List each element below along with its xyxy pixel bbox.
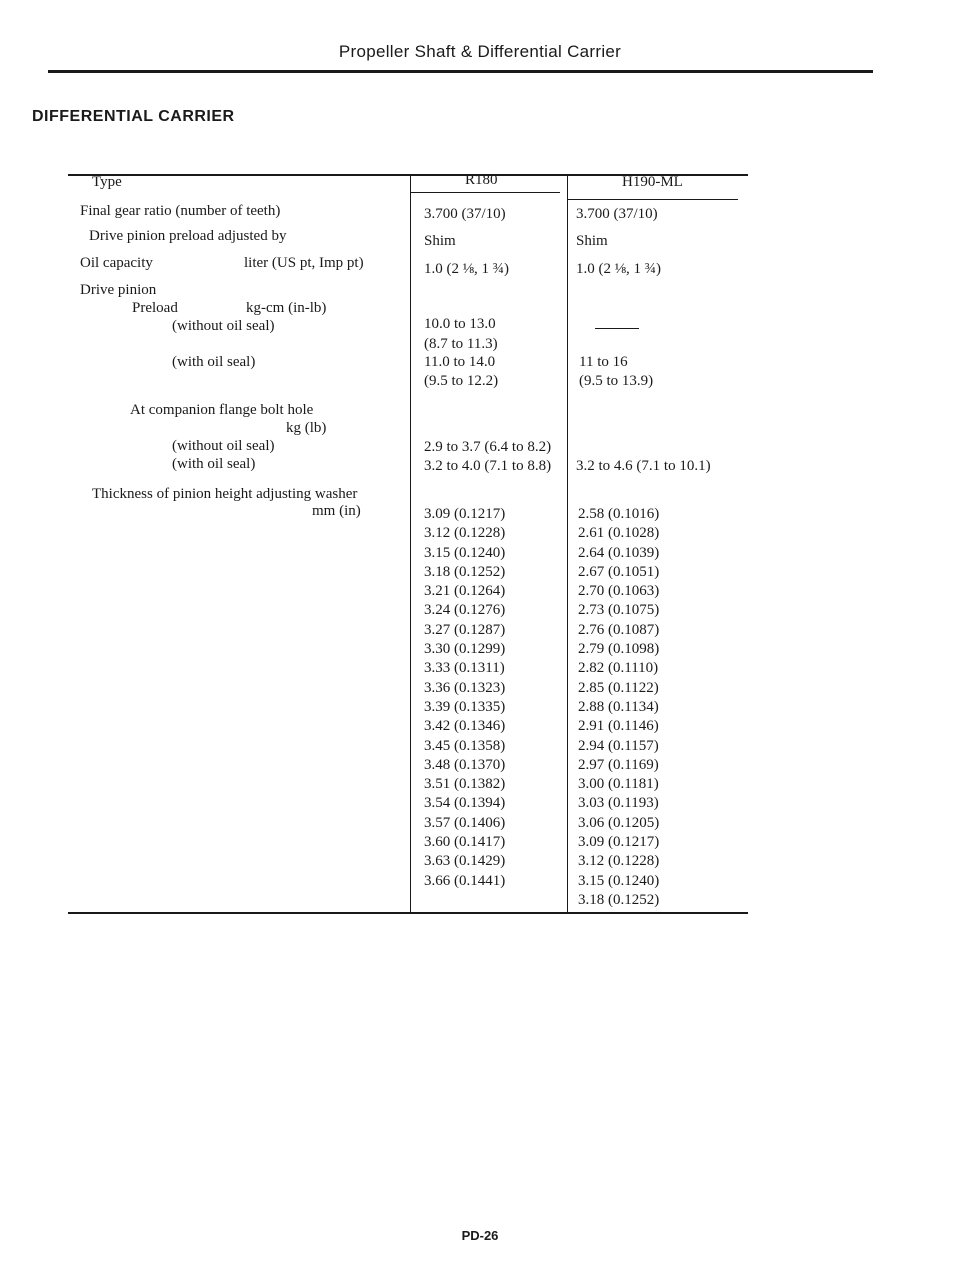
drive-pinion-label: Drive pinion: [80, 282, 157, 298]
column-divider-right: [567, 176, 568, 913]
page-number: PD-26: [461, 1228, 499, 1243]
oil-capacity-r180: 1.0 (2 ⅛, 1 ¾): [424, 261, 509, 277]
flange-with-seal-label: (with oil seal): [172, 456, 256, 472]
washer-value: 3.54 (0.1394): [424, 795, 506, 812]
washer-value: 2.94 (0.1157): [578, 737, 659, 754]
washer-value: 3.18 (0.1252): [578, 891, 660, 908]
header-rule: [48, 70, 873, 73]
preload-with-seal-h190-a: 11 to 16: [579, 354, 628, 370]
washer-value: 3.21 (0.1264): [424, 583, 506, 600]
header-underline-h190: [568, 199, 738, 200]
header-underline-r180: [410, 192, 560, 193]
flange-with-seal-r180: 3.2 to 4.0 (7.1 to 8.8): [424, 458, 552, 474]
preload-with-seal-h190-b: (9.5 to 13.9): [579, 373, 654, 389]
washer-value: 3.66 (0.1441): [424, 872, 506, 889]
washer-value: 2.79 (0.1098): [578, 641, 660, 658]
washer-value: 3.63 (0.1429): [424, 853, 506, 870]
companion-flange-unit: kg (lb): [286, 420, 327, 436]
washer-value: 2.64 (0.1039): [578, 544, 660, 561]
final-gear-ratio-h190: 3.700 (37/10): [576, 206, 658, 222]
washer-value: 3.09 (0.1217): [578, 834, 660, 851]
washer-value: 2.97 (0.1169): [578, 756, 659, 773]
preload-with-seal-r180-b: (9.5 to 12.2): [424, 373, 499, 389]
washer-r180-list: [424, 505, 505, 891]
oil-capacity-label: Oil capacity: [80, 255, 153, 271]
oil-capacity-unit: liter (US pt, Imp pt): [244, 255, 364, 271]
final-gear-ratio-label: Final gear ratio (number of teeth): [80, 203, 281, 219]
preload-label: Preload: [132, 300, 178, 316]
washer-value: 3.33 (0.1311): [424, 660, 505, 677]
washer-value: 2.61 (0.1028): [578, 525, 660, 542]
washer-value: 3.36 (0.1323): [424, 679, 506, 696]
washer-value: 3.00 (0.1181): [578, 776, 659, 793]
washer-value: 3.27 (0.1287): [424, 621, 506, 638]
preload-with-seal-r180-a: 11.0 to 14.0: [424, 354, 496, 370]
pinion-preload-adjust-r180: Shim: [424, 233, 456, 249]
companion-flange-label: At companion flange bolt hole: [130, 402, 314, 418]
washer-value: 2.85 (0.1122): [578, 679, 659, 696]
oil-capacity-h190: 1.0 (2 ⅛, 1 ¾): [576, 261, 661, 277]
washer-value: 3.30 (0.1299): [424, 641, 506, 658]
washer-value: 2.82 (0.1110): [578, 660, 659, 677]
washer-value: 2.76 (0.1087): [578, 621, 660, 638]
washer-value: 3.42 (0.1346): [424, 718, 506, 735]
washer-value: 2.88 (0.1134): [578, 698, 659, 715]
washer-value: 2.91 (0.1146): [578, 718, 659, 735]
washer-h190-list: [578, 505, 659, 910]
preload-without-seal-h190-dash: [595, 328, 639, 329]
page-header-title: Propeller Shaft & Differential Carrier: [338, 42, 622, 61]
washer-thickness-label: Thickness of pinion height adjusting washer: [92, 486, 358, 502]
washer-value: 3.06 (0.1205): [578, 814, 660, 831]
preload-without-seal-r180-b: (8.7 to 11.3): [424, 336, 498, 352]
washer-value: 3.09 (0.1217): [424, 506, 506, 522]
pinion-preload-adjust-h190: Shim: [576, 233, 608, 249]
column-divider-left: [410, 176, 411, 913]
pinion-preload-adjust-label: Drive pinion preload adjusted by: [89, 228, 287, 244]
flange-with-seal-h190: 3.2 to 4.6 (7.1 to 10.1): [576, 458, 711, 474]
washer-value: 3.24 (0.1276): [424, 602, 506, 619]
column-header-r180: R180: [465, 172, 498, 188]
washer-value: 2.70 (0.1063): [578, 583, 660, 600]
column-header-h190: H190-ML: [622, 174, 683, 190]
washer-value: 3.18 (0.1252): [424, 563, 506, 580]
preload-without-seal-r180-a: 10.0 to 13.0: [424, 316, 496, 332]
preload-with-seal-label: (with oil seal): [172, 354, 256, 370]
section-title: DIFFERENTIAL CARRIER: [32, 108, 235, 125]
washer-value: 2.58 (0.1016): [578, 506, 660, 522]
column-header-type: Type: [92, 174, 122, 190]
washer-value: 3.15 (0.1240): [424, 544, 506, 561]
preload-unit: kg-cm (in-lb): [246, 300, 327, 316]
washer-value: 3.48 (0.1370): [424, 756, 506, 773]
final-gear-ratio-r180: 3.700 (37/10): [424, 206, 506, 222]
washer-value: 3.12 (0.1228): [578, 853, 660, 870]
washer-thickness-unit: mm (in): [312, 503, 361, 519]
washer-value: 3.12 (0.1228): [424, 525, 506, 542]
table-bottom-rule: [68, 912, 748, 914]
washer-value: 2.73 (0.1075): [578, 602, 660, 619]
washer-value: 3.39 (0.1335): [424, 698, 506, 715]
washer-value: 3.60 (0.1417): [424, 834, 506, 851]
washer-value: 3.57 (0.1406): [424, 814, 506, 831]
washer-value: 3.51 (0.1382): [424, 776, 506, 793]
washer-value: 3.03 (0.1193): [578, 795, 659, 812]
flange-without-seal-label: (without oil seal): [172, 438, 275, 454]
preload-without-seal-label: (without oil seal): [172, 318, 275, 334]
washer-value: 3.15 (0.1240): [578, 872, 660, 889]
washer-value: 2.67 (0.1051): [578, 563, 660, 580]
washer-value: 3.45 (0.1358): [424, 737, 506, 754]
flange-without-seal-r180: 2.9 to 3.7 (6.4 to 8.2): [424, 439, 552, 455]
